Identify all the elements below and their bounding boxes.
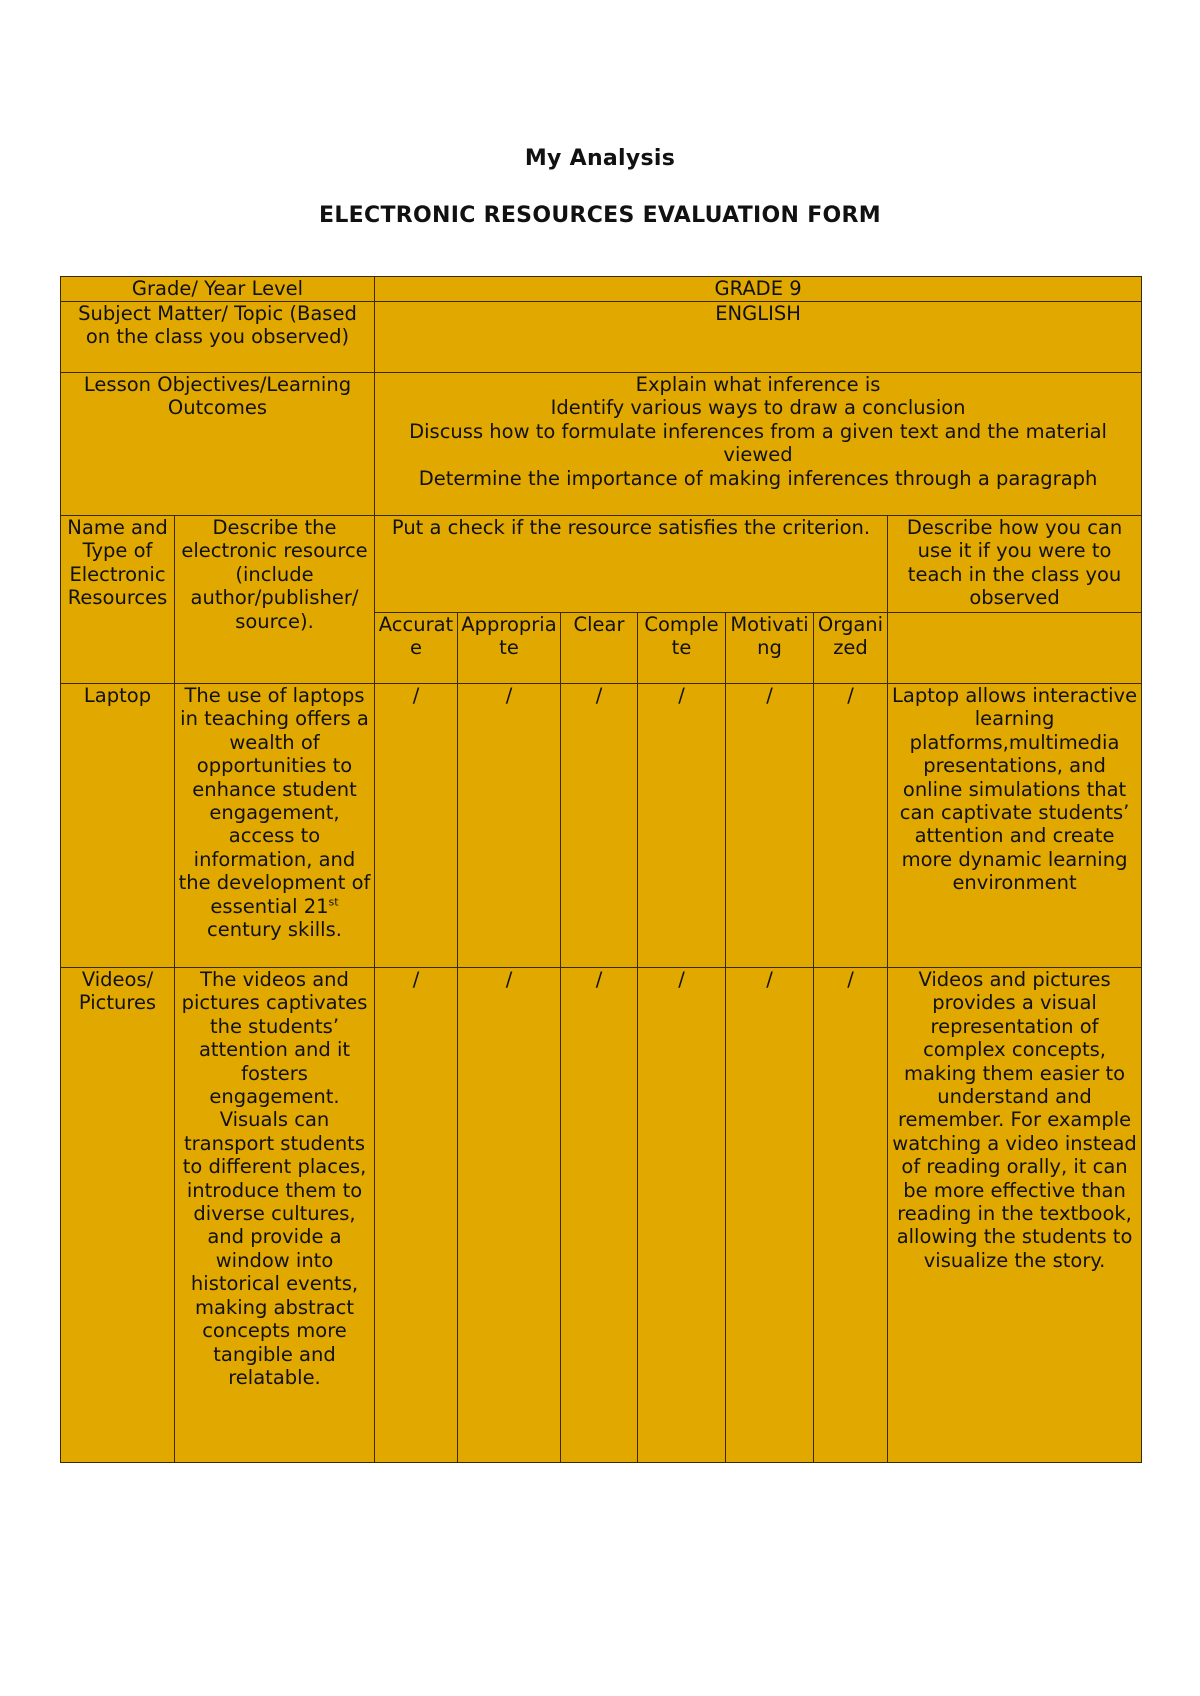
column-header-row bbox=[61, 516, 1142, 613]
criterion-complete: Complete bbox=[638, 613, 726, 684]
objective-item: Explain what inference is bbox=[635, 373, 881, 396]
check-mark: / bbox=[561, 968, 638, 1463]
subject-label: Subject Matter/ Topic (Based on the class you observed) bbox=[61, 302, 375, 373]
subject-value: ENGLISH bbox=[375, 302, 1142, 373]
criterion-accurate: Accurate bbox=[375, 613, 458, 684]
check-mark: / bbox=[375, 684, 458, 968]
grade-value: GRADE 9 bbox=[375, 277, 1142, 302]
check-mark: / bbox=[458, 684, 561, 968]
description-text: The use of laptops in teaching offers a wealth of opportunities to enhance student engagement, access to information, and the development of essential 21 bbox=[178, 684, 371, 918]
use-header: Describe how you can use it if you were to teach in the class you observed bbox=[888, 516, 1142, 613]
form-title: ELECTRONIC RESOURCES EVALUATION FORM bbox=[319, 203, 881, 228]
ordinal-suffix: st bbox=[328, 895, 339, 909]
subject-row bbox=[61, 302, 1142, 373]
criterion-clear: Clear bbox=[561, 613, 638, 684]
criterion-appropriate: Appropriate bbox=[458, 613, 561, 684]
objectives-row bbox=[61, 373, 1142, 516]
objectives-label: Lesson Objectives/Learning Outcomes bbox=[61, 373, 375, 516]
evaluation-table bbox=[60, 276, 1142, 1463]
check-mark: / bbox=[814, 968, 888, 1463]
check-mark: / bbox=[726, 968, 814, 1463]
page-title: My Analysis bbox=[524, 146, 676, 171]
resource-name: Videos/ Pictures bbox=[61, 968, 175, 1463]
check-mark: / bbox=[638, 684, 726, 968]
check-mark: / bbox=[726, 684, 814, 968]
resource-use: Videos and pictures provides a visual representation of complex concepts, making them easier to understand and remember. For example watching a video instead of reading orally, it can be more effective than reading in the textbook, allowing the students to visualize the story. bbox=[888, 968, 1142, 1463]
description-text-end: century skills. bbox=[207, 918, 342, 942]
check-mark: / bbox=[561, 684, 638, 968]
name-type-header: Name and Type of Electronic Resources bbox=[61, 516, 175, 684]
describe-header: Describe the electronic resource (include author/publisher/ source). bbox=[175, 516, 375, 684]
objective-item: Identify various ways to draw a conclusion bbox=[550, 396, 966, 420]
objective-item: Discuss how to formulate inferences from a given text and the material viewed bbox=[409, 419, 1107, 467]
table-row bbox=[61, 684, 1142, 968]
criteria-header: Put a check if the resource satisfies the criterion. bbox=[375, 516, 888, 613]
check-mark: / bbox=[814, 684, 888, 968]
objective-item: Determine the importance of making inferences through a paragraph bbox=[418, 466, 1098, 490]
resource-use: Laptop allows interactive learning platforms,multimedia presentations, and online simulations that can captivate students’ attention and create more dynamic learning environment bbox=[888, 684, 1142, 968]
table-row bbox=[61, 968, 1142, 1463]
grade-label: Grade/ Year Level bbox=[61, 277, 375, 302]
resource-description bbox=[175, 684, 375, 968]
check-mark: / bbox=[375, 968, 458, 1463]
objectives-list bbox=[375, 373, 1142, 516]
criteria-blank-cell bbox=[888, 613, 1142, 684]
criterion-motivating: Motivating bbox=[726, 613, 814, 684]
check-mark: / bbox=[458, 968, 561, 1463]
check-mark: / bbox=[638, 968, 726, 1463]
criterion-organized: Organized bbox=[814, 613, 888, 684]
resource-name: Laptop bbox=[61, 684, 175, 968]
resource-description: The videos and pictures captivates the students’ attention and it fosters engagement. Visuals can transport students to different places, introduce them to diverse cultures, and provide a window into historical events, making abstract concepts more tangible and relatable. bbox=[175, 968, 375, 1463]
grade-row bbox=[61, 277, 1142, 302]
